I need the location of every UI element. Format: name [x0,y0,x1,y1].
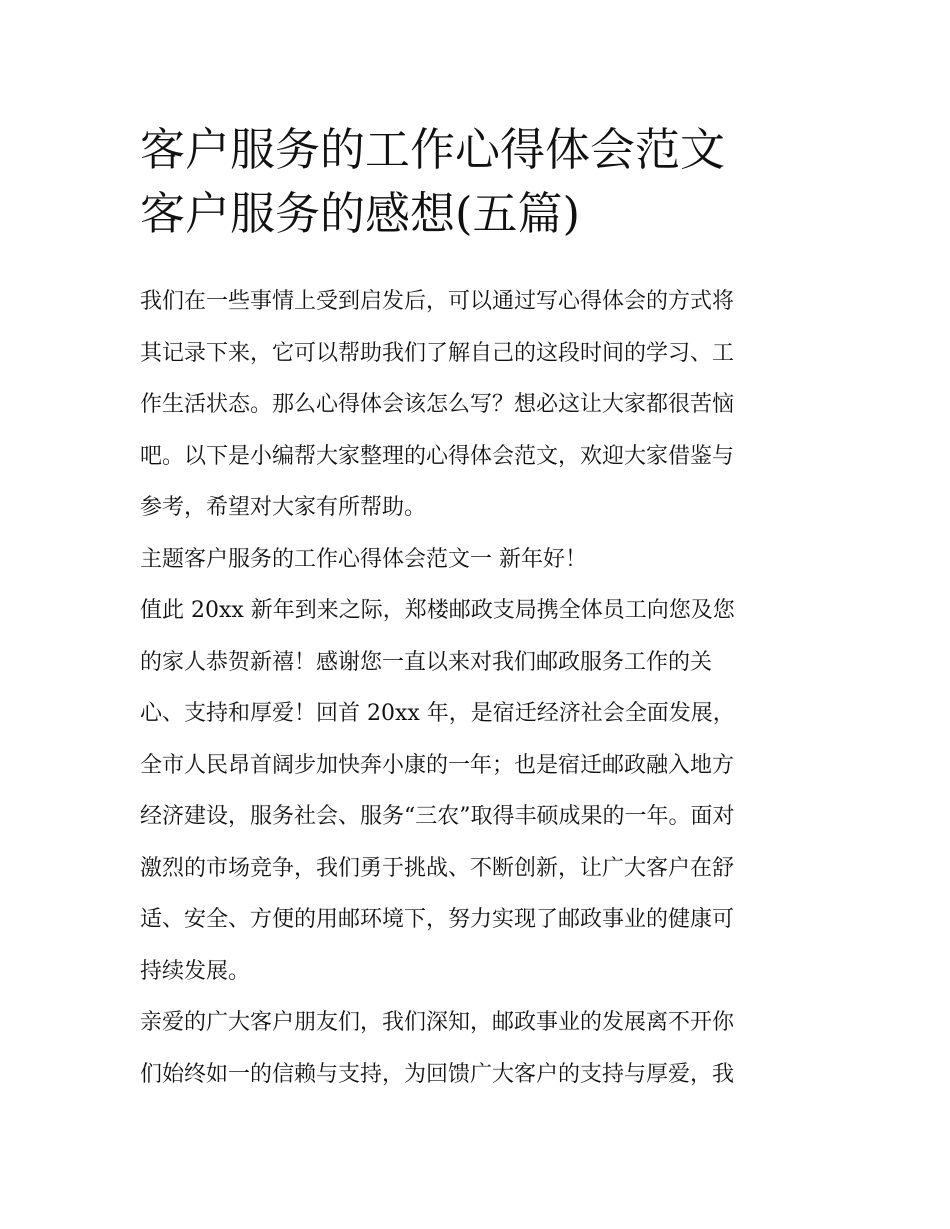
paragraph-line: 亲爱的广大客户朋友们，我们深知，邮政事业的发展离不开你 [140,1010,735,1035]
paragraph-line: 的家人恭贺新禧！感谢您一直以来对我们邮政服务工作的关 [140,649,713,675]
paragraph-line: 参考，希望对大家有所帮助。 [140,495,427,520]
paragraph-line: 我们在一些事情上受到启发后，可以通过写心得体会的方式将 [140,289,735,314]
body-paragraph [140,997,820,1100]
document-body [140,276,820,1100]
paragraph-line: 经济建设，服务社会、服务“三农”取得丰硕成果的一年。面对 [140,804,735,829]
document-title [140,118,830,246]
paragraph-line: 们始终如一的信赖与支持，为回馈广大客户的支持与厚爱，我 [140,1061,735,1087]
paragraph-line: 持续发展。 [140,958,251,984]
paragraph-line: 主题客户服务的工作心得体会范文一 新年好！ [140,546,587,572]
paragraph-line: 作生活状态。那么心得体会该怎么写？想必这让大家都很苦恼 [140,392,735,417]
title-line: 客户服务的工作心得体会范文 [140,123,726,176]
paragraph-line: 适、安全、方便的用邮环境下，努力实现了邮政事业的健康可 [140,907,735,932]
paragraph-line: 全市人民昂首阔步加快奔小康的一年；也是宿迁邮政融入地方 [140,752,735,778]
paragraph-line: 值此 20xx 新年到来之际，郑楼邮政支局携全体员工向您及您 [140,598,735,623]
paragraph-line: 心、支持和厚爱！回首 20xx 年，是宿迁经济社会全面发展， [140,701,735,726]
intro-paragraph [140,276,820,534]
section-heading [140,534,820,586]
paragraph-line: 其记录下来，它可以帮助我们了解自己的这段时间的学习、工 [140,340,735,366]
body-paragraph [140,585,820,997]
title-line: 客户服务的感想(五篇) [140,187,581,240]
paragraph-line: 激烈的市场竞争，我们勇于挑战、不断创新，让广大客户在舒 [140,855,735,881]
paragraph-line: 吧。以下是小编帮大家整理的心得体会范文，欢迎大家借鉴与 [140,443,735,469]
